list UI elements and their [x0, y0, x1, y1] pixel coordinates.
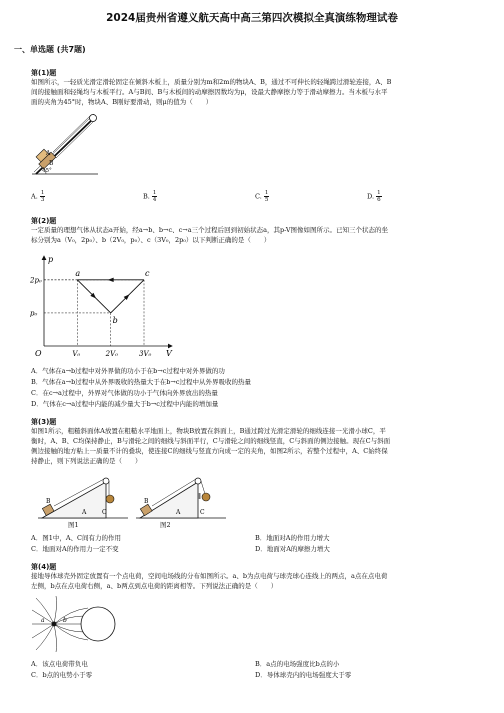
q4-figure [30, 594, 120, 654]
q1-stem-line-3: 面的夹角为45°时，物块A、B刚好要滑动，则μ的值为（ ） [31, 98, 213, 106]
x-tick-label-0: V₀ [72, 350, 81, 358]
block-a-label: A [46, 150, 51, 157]
q1-option-a-key: A. [31, 192, 38, 201]
q3-option-c[interactable]: C．地面对A的作用力一定不变 [31, 545, 119, 553]
q1-stem-line-1: 如图所示，一轻质光滑定滑轮固定在倾斜木板上，质量分别为m和2m的物块A、B，通过不可伸长的轻绳跨过滑轮连接，A、B [31, 78, 392, 86]
q4-option-b[interactable]: B．a点的电场强度比b点的小 [255, 660, 340, 668]
spacer-shape [198, 493, 201, 499]
q1-stem [31, 77, 479, 107]
y-tick-label-0: p₀ [30, 309, 38, 318]
state-label-c: c [145, 268, 150, 278]
point-charge-icon [52, 622, 57, 627]
q1-option-c[interactable] [255, 190, 269, 203]
state-label-b: b [112, 315, 118, 325]
guide-lines [44, 280, 144, 346]
x-tick-label-1: 2V₀ [105, 350, 118, 358]
q3-option-a[interactable]: A．图1中，A、C间有力的作用 [31, 534, 121, 542]
rope-lower [56, 121, 94, 158]
q4-stem-line-2: 左侧，b点在点电荷右侧，a、b两点到点电荷的距离相等。下列说法正确的是（ ） [31, 582, 278, 590]
label-b: B [144, 498, 149, 505]
point-labels [75, 269, 150, 325]
q4-stem-line-1: 接地导体球壳外固定放置有一个点电荷，空间电场线的分布如图所示。a、b为点电荷与球壳球心连线上的两点，a点在点电荷 [31, 572, 388, 580]
page-title: 2024届贵州省遵义航天高中高三第四次模拟全真演练物理试卷 [106, 12, 398, 24]
x-tick-label-2: 3V₀ [139, 350, 152, 358]
incline-figure-2 [136, 474, 226, 526]
q1-option-b-fraction: $\frac{1}{4}$ [152, 190, 157, 203]
q2-stem [31, 225, 479, 245]
x-axis-label: V [166, 349, 172, 358]
string-tilted [201, 481, 205, 494]
q3-stem-line-2: 衡时，A、B、C均保持静止，B与滑轮之间的细线与斜面平行，C与滑轮之间的细线竖直，C与斜面的侧边接触。现在C与斜面 [31, 437, 391, 445]
field-lines-diagram [30, 594, 120, 654]
label-c: C [102, 509, 107, 516]
q1-figure [30, 108, 130, 180]
q3-number: 第(3)题 [31, 418, 57, 426]
incline-figure-1 [38, 474, 128, 526]
label-a: A [82, 509, 87, 516]
y-axis-label: p [48, 255, 54, 264]
process-path [77, 278, 144, 313]
q3-figure-1 [38, 474, 128, 526]
q3-stem-line-3: 侧边接触的地方粘上一质量不计的叠块，使连接C的细线与竖直方向成一定的夹角，如图2所示，若整个过程中，A、C始终保 [31, 447, 388, 455]
q1-option-c-key: C. [255, 192, 262, 201]
section-heading: 一、单选题 (共7题) [14, 45, 86, 54]
q1-option-a-fraction: $\frac{1}{3}$ [40, 190, 45, 203]
y-tick-label-1: 2p₀ [30, 276, 42, 285]
q1-option-c-fraction: $\frac{1}{5}$ [264, 190, 269, 203]
q2-stem-line-2: 标分别为a（V₀，2p₀）、b（2V₀，p₀）、c（3V₀，2p₀）以下判断正确的是（ ） [31, 236, 271, 244]
label-c: C [200, 509, 205, 516]
q3-stem [31, 426, 479, 466]
figure-2-caption: 图2 [160, 521, 171, 529]
q1-option-a[interactable] [31, 190, 45, 203]
q3-stem-line-1: 如图1所示，粗糙斜面体A放置在粗糙水平地面上，物块B放置在斜面上，B通过跨过光滑定滑轮的细线连接一光滑小球C，平 [31, 427, 386, 435]
q2-number: 第(2)题 [31, 217, 57, 225]
q3-figure-2 [136, 474, 226, 526]
q1-option-b[interactable] [143, 190, 157, 203]
q1-option-d-fraction: $\frac{1}{6}$ [377, 190, 381, 203]
q3-option-b[interactable]: B．地面对A的作用力增大 [255, 534, 330, 542]
direction-arrow-2 [108, 278, 114, 282]
point-b-label: b [63, 617, 67, 624]
origin-label: O [35, 349, 42, 358]
q2-option-c[interactable]: C．在c→a过程中，外界对气体做的功小于气体向外界放出的热量 [31, 389, 218, 397]
block-b-label: B [49, 160, 54, 167]
q3-option-d[interactable]: D．地面对A的摩擦力增大 [255, 545, 330, 553]
conductor-shell-shape [81, 607, 115, 641]
q4-option-c[interactable]: C．b点的电势小于零 [31, 671, 93, 679]
incline-pulley-diagram [30, 108, 130, 180]
q3-stem-line-4: 持静止，则下列说法正确的是（ ） [31, 457, 142, 465]
q1-option-d-key: D. [367, 192, 375, 201]
q1-stem-line-2: 间的接触面和轻绳均与木板平行。A与B间、B与木板间的动摩擦因数均为μ，设最大静摩擦力等于滑动摩擦力。当木板与水平 [31, 88, 388, 96]
q1-option-b-key: B. [143, 192, 150, 201]
q4-option-d[interactable]: D．导体球壳内的电场强度大于零 [255, 671, 352, 679]
q1-option-d[interactable] [367, 190, 382, 203]
state-label-a: a [75, 268, 81, 278]
q4-stem [31, 571, 479, 591]
angle-label: 45° [42, 168, 52, 174]
ball-c-shape [106, 495, 114, 503]
q2-option-d[interactable]: D．气体在c→a过程中内能的减少量大于b→c过程中内能的增加量 [31, 400, 219, 408]
point-a-label: a [41, 617, 45, 624]
pv-chart [30, 252, 180, 360]
field-lines [32, 596, 88, 652]
q4-option-a[interactable]: A．该点电荷带负电 [31, 660, 88, 668]
rope-upper [53, 115, 91, 152]
q2-option-a[interactable]: A．气体在a→b过程中对外界做的功小于在b→c过程中对外界做的功 [31, 367, 225, 375]
label-a: A [176, 509, 181, 516]
ball-c-shape [202, 493, 210, 501]
label-b: B [46, 498, 51, 505]
figure-1-caption: 图1 [68, 521, 79, 529]
q4-number: 第(4)题 [31, 563, 57, 571]
q2-figure [30, 252, 180, 360]
q2-stem-line-1: 一定质量的理想气体从状态a开始，经a→b、b→c、c→a三个过程后回到初始状态a，其p-V图像如图所示。已知三个状态的坐 [31, 226, 389, 234]
q1-number: 第(1)题 [31, 69, 57, 77]
q2-option-b[interactable]: B．气体在a→b过程中从外界吸收的热量大于在b→c过程中从外界吸收的热量 [31, 378, 252, 386]
